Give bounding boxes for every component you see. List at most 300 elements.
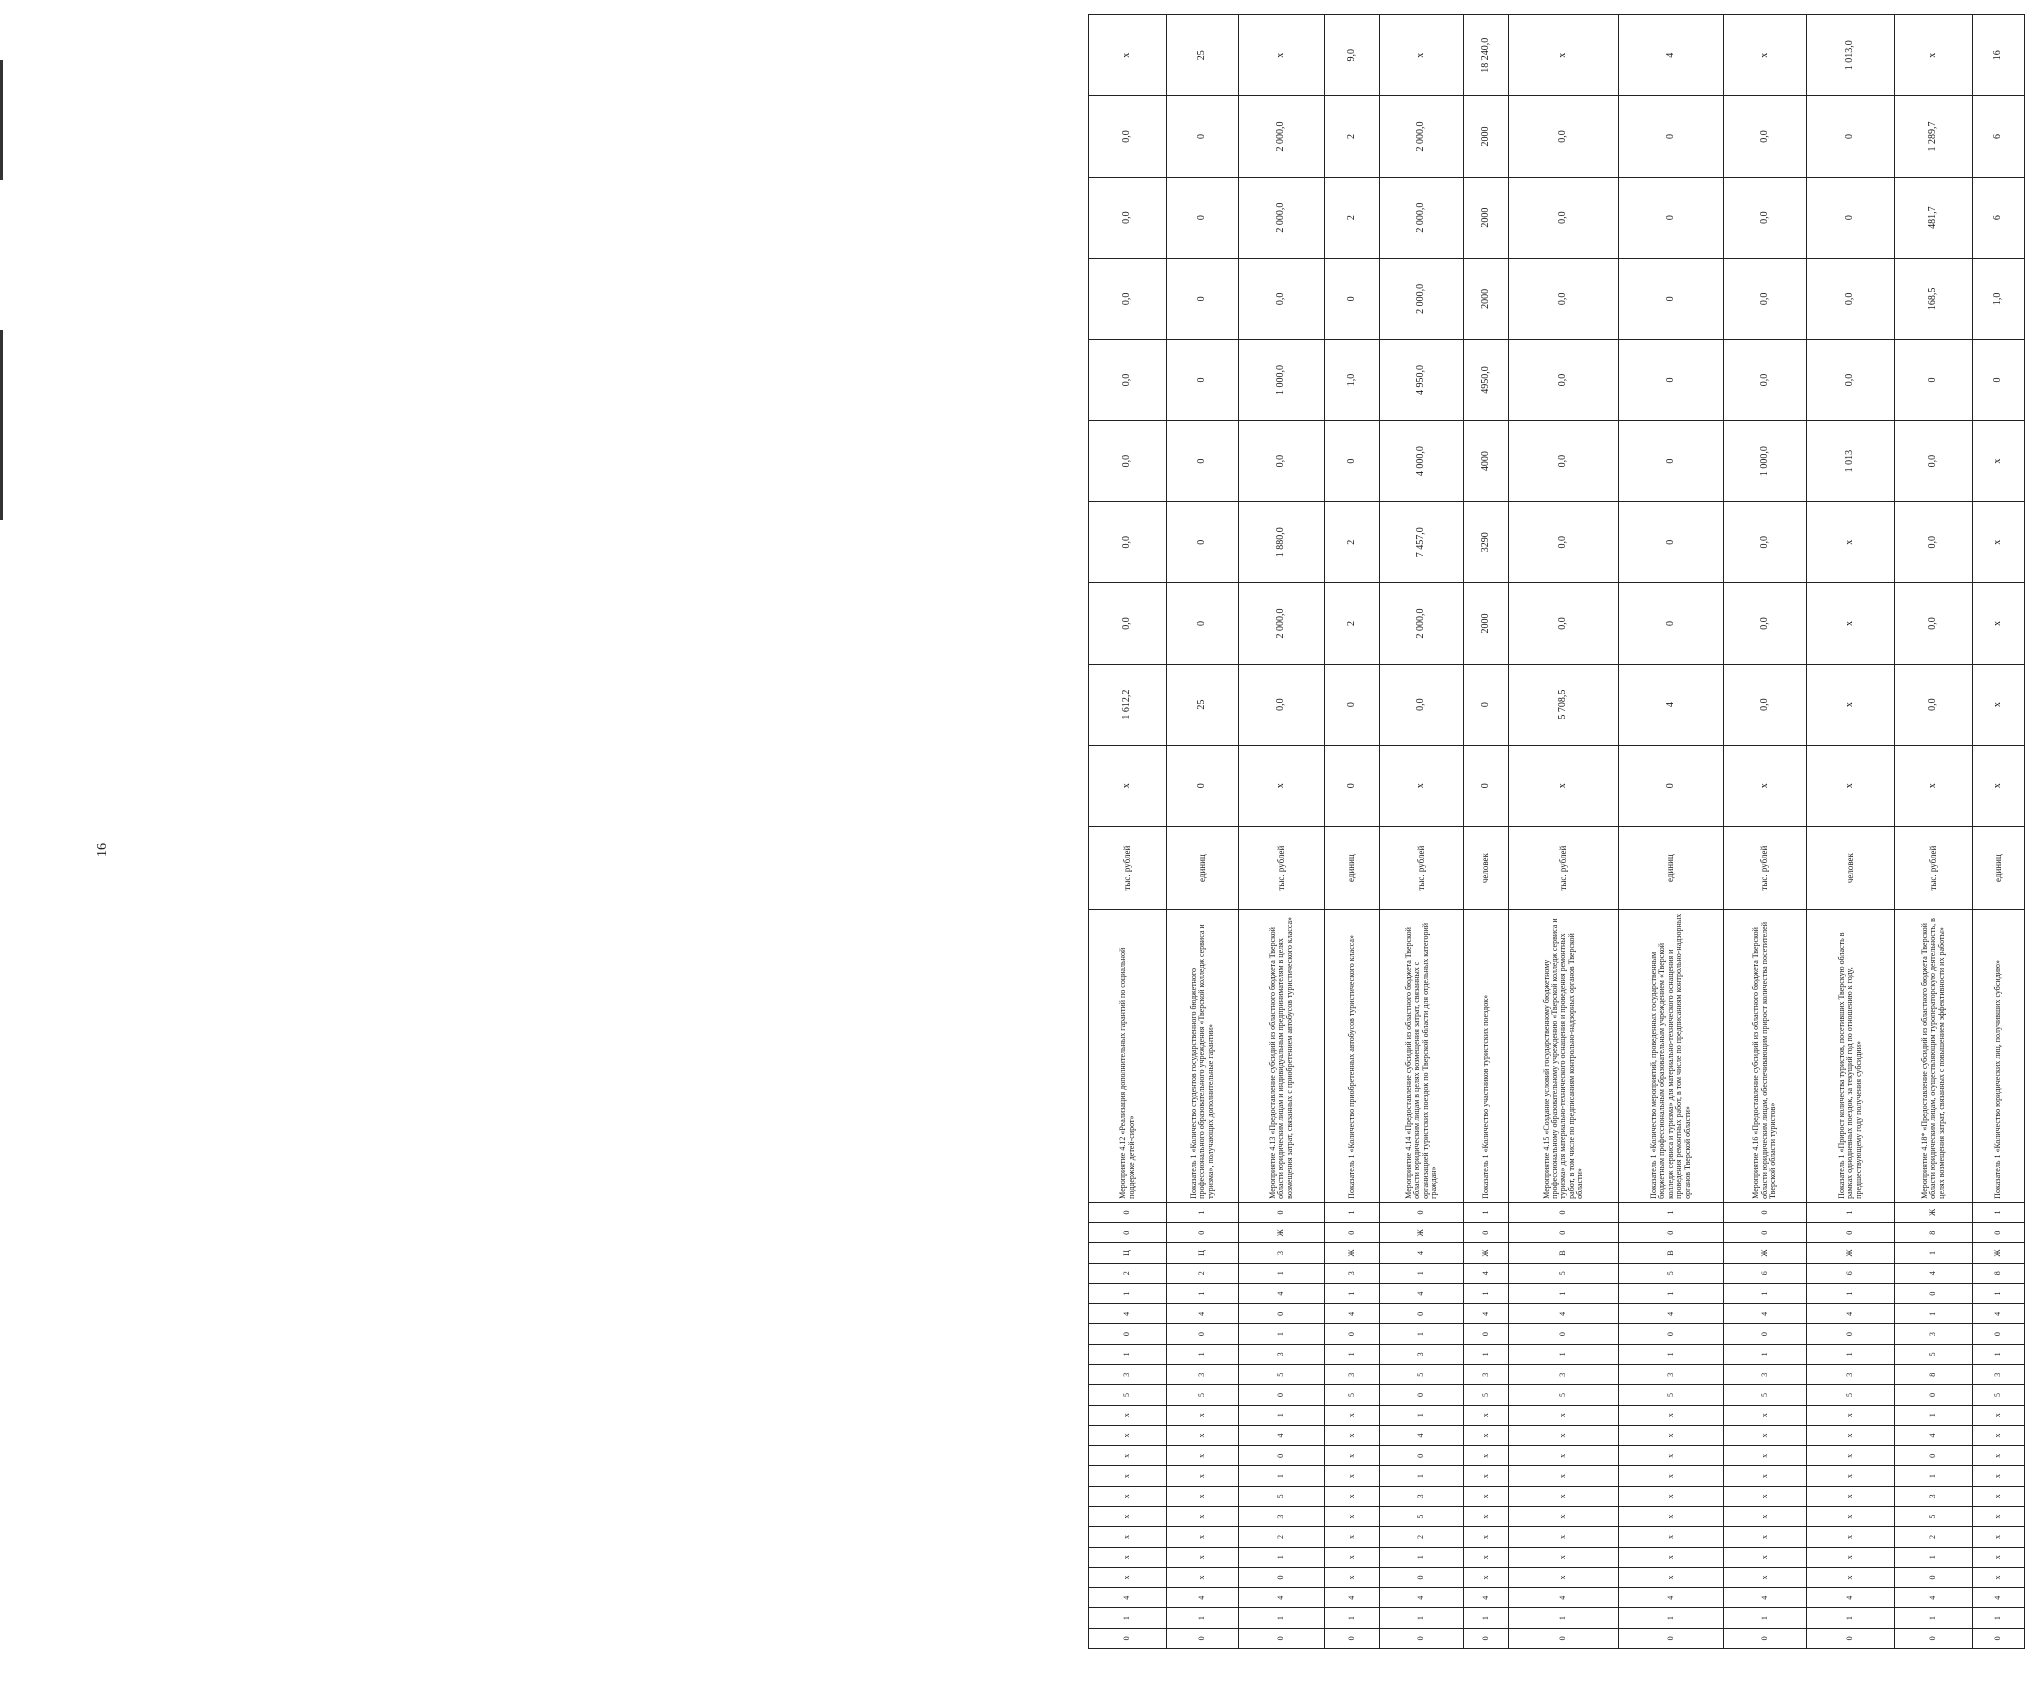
value-cell: 6 — [1973, 177, 2025, 258]
table-row — [1973, 15, 2025, 1649]
code-cell: x — [1464, 1507, 1509, 1527]
code-cell: Ж — [1895, 1202, 1973, 1222]
value-cell: 0,0 — [1724, 502, 1807, 583]
value-cell: 0,0 — [1509, 177, 1619, 258]
activity-name-cell: Показатель 1 «Количество приобретенных автобусов туристического класса» — [1325, 910, 1380, 1202]
code-cell: x — [1509, 1547, 1619, 1567]
code-cell: 1 — [1239, 1547, 1325, 1567]
code-cell: 1 — [1325, 1202, 1380, 1222]
value-cell: 9,0 — [1325, 15, 1380, 96]
value-cell: 2 000,0 — [1239, 177, 1325, 258]
code-cell: x — [1089, 1507, 1167, 1527]
code-cell: 0 — [1239, 1304, 1325, 1324]
code-cell: 3 — [1239, 1243, 1325, 1263]
code-cell: 4 — [1089, 1588, 1167, 1608]
code-cell: x — [1807, 1567, 1895, 1587]
code-cell: x — [1325, 1425, 1380, 1445]
value-cell: 2 — [1325, 177, 1380, 258]
value-cell: 0 — [1325, 421, 1380, 502]
code-cell: x — [1724, 1446, 1807, 1466]
code-cell: 1 — [1167, 1283, 1239, 1303]
code-cell: x — [1807, 1507, 1895, 1527]
code-cell: 5 — [1619, 1385, 1724, 1405]
code-cell: 0 — [1380, 1304, 1464, 1324]
value-cell: 0,0 — [1380, 664, 1464, 745]
code-cell: 1 — [1895, 1304, 1973, 1324]
code-cell: 1 — [1619, 1344, 1724, 1364]
value-cell: 2 — [1325, 583, 1380, 664]
code-cell: 1 — [1380, 1263, 1464, 1283]
code-cell: 5 — [1895, 1344, 1973, 1364]
value-cell: 0 — [1619, 177, 1724, 258]
value-cell: x — [1973, 421, 2025, 502]
code-cell: 1 — [1973, 1202, 2025, 1222]
code-cell: 4 — [1807, 1304, 1895, 1324]
value-cell: x — [1807, 502, 1895, 583]
code-cell: 1 — [1724, 1344, 1807, 1364]
code-cell: 0 — [1895, 1385, 1973, 1405]
code-cell: 0 — [1807, 1223, 1895, 1243]
code-cell: x — [1167, 1425, 1239, 1445]
code-cell: 1 — [1380, 1608, 1464, 1628]
unit-cell: единиц — [1973, 826, 2025, 910]
code-cell: 1 — [1895, 1547, 1973, 1567]
code-cell: 0 — [1325, 1223, 1380, 1243]
value-cell: 0 — [1325, 745, 1380, 826]
code-cell: x — [1325, 1405, 1380, 1425]
code-cell: 0 — [1167, 1223, 1239, 1243]
code-cell: 0 — [1089, 1628, 1167, 1648]
code-cell: 4 — [1619, 1304, 1724, 1324]
code-cell: В — [1619, 1243, 1724, 1263]
code-cell: x — [1973, 1446, 2025, 1466]
table-row — [1807, 15, 1895, 1649]
value-cell: 0,0 — [1239, 664, 1325, 745]
activity-name-cell: Мероприятие 4.13 «Предоставление субсидий из областного бюджета Тверской области юридическим лицам и индивидуальным предпринимателям в целях возмещения затрат, связанных с приобретением автобусов туристического класса» — [1239, 910, 1325, 1202]
code-cell: x — [1724, 1547, 1807, 1567]
code-cell: x — [1089, 1547, 1167, 1567]
value-cell: x — [1807, 745, 1895, 826]
code-cell: x — [1619, 1547, 1724, 1567]
value-cell: x — [1973, 502, 2025, 583]
code-cell: 0 — [1619, 1628, 1724, 1648]
value-cell: x — [1973, 745, 2025, 826]
value-cell: 4 000,0 — [1380, 421, 1464, 502]
value-cell: 0 — [1973, 339, 2025, 420]
code-cell: x — [1464, 1527, 1509, 1547]
code-cell: x — [1807, 1466, 1895, 1486]
code-cell: x — [1973, 1466, 2025, 1486]
value-cell: 4 950,0 — [1380, 339, 1464, 420]
code-cell: 1 — [1619, 1608, 1724, 1628]
code-cell: 1 — [1464, 1344, 1509, 1364]
unit-cell: тыс. рублей — [1239, 826, 1325, 910]
code-cell: 1 — [1167, 1344, 1239, 1364]
value-cell: x — [1724, 745, 1807, 826]
value-cell: 2 000,0 — [1380, 583, 1464, 664]
code-cell: x — [1089, 1425, 1167, 1445]
code-cell: x — [1509, 1405, 1619, 1425]
value-cell: 25 — [1167, 15, 1239, 96]
code-cell: 6 — [1724, 1263, 1807, 1283]
value-cell: 0,0 — [1724, 339, 1807, 420]
code-cell: 1 — [1380, 1466, 1464, 1486]
code-cell: x — [1325, 1486, 1380, 1506]
code-cell: 2 — [1380, 1527, 1464, 1547]
code-cell: 4 — [1239, 1588, 1325, 1608]
value-cell: 0,0 — [1509, 502, 1619, 583]
value-cell: 2 — [1325, 502, 1380, 583]
code-cell: 0 — [1167, 1324, 1239, 1344]
code-cell: 3 — [1239, 1344, 1325, 1364]
code-cell: 1 — [1380, 1324, 1464, 1344]
code-cell: x — [1724, 1405, 1807, 1425]
code-cell: 1 — [1239, 1608, 1325, 1628]
code-cell: x — [1167, 1446, 1239, 1466]
value-cell: 0,0 — [1807, 258, 1895, 339]
code-cell: 0 — [1619, 1223, 1724, 1243]
value-cell: 0,0 — [1807, 339, 1895, 420]
activity-name-cell: Показатель 1 «Количество студентов государственного бюджетного профессионального образовательного учреждения «Тверской колледж сервиса и туризма», получающих дополнительные гарантии» — [1167, 910, 1239, 1202]
code-cell: 4 — [1167, 1588, 1239, 1608]
code-cell: 1 — [1089, 1344, 1167, 1364]
code-cell: x — [1167, 1486, 1239, 1506]
code-cell: 4 — [1895, 1425, 1973, 1445]
code-cell: 3 — [1464, 1365, 1509, 1385]
code-cell: 5 — [1464, 1385, 1509, 1405]
code-cell: 0 — [1239, 1385, 1325, 1405]
table-row — [1509, 15, 1619, 1649]
value-cell: 0 — [1619, 258, 1724, 339]
value-cell: 0 — [1619, 339, 1724, 420]
value-cell: x — [1807, 583, 1895, 664]
code-cell: 0 — [1973, 1628, 2025, 1648]
value-cell: 0,0 — [1509, 583, 1619, 664]
code-cell: 1 — [1619, 1283, 1724, 1303]
code-cell: x — [1325, 1466, 1380, 1486]
code-cell: 4 — [1380, 1283, 1464, 1303]
code-cell: 4 — [1325, 1588, 1380, 1608]
value-cell: 4950,0 — [1464, 339, 1509, 420]
value-cell: x — [1973, 664, 2025, 745]
value-cell: x — [1509, 745, 1619, 826]
code-cell: 0 — [1167, 1628, 1239, 1648]
code-cell: Ц — [1089, 1243, 1167, 1263]
code-cell: 3 — [1325, 1365, 1380, 1385]
code-cell: x — [1724, 1567, 1807, 1587]
code-cell: 0 — [1724, 1202, 1807, 1222]
code-cell: 1 — [1089, 1608, 1167, 1628]
activity-name-cell: Мероприятие 4.14 «Предоставление субсидий из областного бюджета Тверской области юридическим лицам в целях возмещения затрат, связанных с организацией туристских поездок по Тверской области для отдельных категорий граждан» — [1380, 910, 1464, 1202]
code-cell: 1 — [1325, 1344, 1380, 1364]
value-cell: x — [1380, 745, 1464, 826]
code-cell: 1 — [1239, 1405, 1325, 1425]
code-cell: x — [1325, 1507, 1380, 1527]
value-cell: 5 708,5 — [1509, 664, 1619, 745]
value-cell: 2 000,0 — [1239, 96, 1325, 177]
value-cell: 2000 — [1464, 258, 1509, 339]
program-activities-table — [1088, 14, 2025, 1649]
code-cell: x — [1464, 1405, 1509, 1425]
code-cell: 4 — [1807, 1588, 1895, 1608]
code-cell: x — [1089, 1466, 1167, 1486]
code-cell: x — [1167, 1567, 1239, 1587]
value-cell: 0,0 — [1724, 177, 1807, 258]
code-cell: x — [1464, 1446, 1509, 1466]
value-cell: 0,0 — [1724, 664, 1807, 745]
code-cell: 1 — [1895, 1466, 1973, 1486]
value-cell: 25 — [1167, 664, 1239, 745]
code-cell: 5 — [1973, 1385, 2025, 1405]
code-cell: 3 — [1895, 1324, 1973, 1344]
value-cell: 0,0 — [1724, 583, 1807, 664]
unit-cell: единиц — [1167, 826, 1239, 910]
value-cell: 16 — [1973, 15, 2025, 96]
code-cell: 1 — [1807, 1283, 1895, 1303]
code-cell: 1 — [1973, 1608, 2025, 1628]
value-cell: 0,0 — [1724, 96, 1807, 177]
code-cell: 4 — [1973, 1304, 2025, 1324]
value-cell: 0,0 — [1895, 421, 1973, 502]
code-cell: 2 — [1089, 1263, 1167, 1283]
code-cell: x — [1973, 1405, 2025, 1425]
code-cell: 0 — [1380, 1385, 1464, 1405]
value-cell: 0,0 — [1509, 421, 1619, 502]
code-cell: x — [1973, 1547, 2025, 1567]
value-cell: x — [1239, 15, 1325, 96]
code-cell: 0 — [1724, 1223, 1807, 1243]
code-cell: 1 — [1325, 1283, 1380, 1303]
value-cell: 0 — [1167, 339, 1239, 420]
page-number: 16 — [95, 843, 110, 857]
code-cell: x — [1089, 1527, 1167, 1547]
code-cell: 0 — [1895, 1446, 1973, 1466]
code-cell: 6 — [1807, 1263, 1895, 1283]
code-cell: x — [1167, 1507, 1239, 1527]
code-cell: x — [1089, 1486, 1167, 1506]
code-cell: 0 — [1464, 1628, 1509, 1648]
code-cell: 4 — [1509, 1304, 1619, 1324]
code-cell: 4 — [1380, 1243, 1464, 1263]
code-cell: 1 — [1895, 1243, 1973, 1263]
code-cell: x — [1619, 1527, 1724, 1547]
unit-cell: тыс. рублей — [1724, 826, 1807, 910]
value-cell: 3290 — [1464, 502, 1509, 583]
code-cell: 3 — [1724, 1365, 1807, 1385]
code-cell: x — [1167, 1547, 1239, 1567]
table-row — [1325, 15, 1380, 1649]
code-cell: 0 — [1380, 1567, 1464, 1587]
code-cell: x — [1509, 1466, 1619, 1486]
value-cell: 1,0 — [1973, 258, 2025, 339]
code-cell: x — [1973, 1527, 2025, 1547]
code-cell: 0 — [1509, 1223, 1619, 1243]
value-cell: 1 000,0 — [1724, 421, 1807, 502]
code-cell: x — [1807, 1425, 1895, 1445]
value-cell: 0 — [1619, 502, 1724, 583]
code-cell: 0 — [1239, 1446, 1325, 1466]
rotated-table-container — [1088, 14, 2010, 1649]
value-cell: 1 289,7 — [1895, 96, 1973, 177]
code-cell: 4 — [1895, 1263, 1973, 1283]
value-cell: 481,7 — [1895, 177, 1973, 258]
code-cell: 0 — [1464, 1324, 1509, 1344]
code-cell: 8 — [1895, 1365, 1973, 1385]
code-cell: 4 — [1464, 1304, 1509, 1324]
value-cell: 0,0 — [1089, 258, 1167, 339]
code-cell: x — [1509, 1507, 1619, 1527]
value-cell: 0,0 — [1239, 421, 1325, 502]
code-cell: x — [1464, 1547, 1509, 1567]
value-cell: 0,0 — [1509, 96, 1619, 177]
code-cell: 4 — [1724, 1304, 1807, 1324]
code-cell: 4 — [1509, 1588, 1619, 1608]
code-cell: 1 — [1807, 1608, 1895, 1628]
unit-cell: человек — [1807, 826, 1895, 910]
value-cell: x — [1380, 15, 1464, 96]
code-cell: Ж — [1724, 1243, 1807, 1263]
code-cell: 0 — [1380, 1628, 1464, 1648]
code-cell: x — [1089, 1405, 1167, 1425]
code-cell: 0 — [1807, 1628, 1895, 1648]
code-cell: 8 — [1973, 1263, 2025, 1283]
value-cell: 1,0 — [1325, 339, 1380, 420]
value-cell: 18 240,0 — [1464, 15, 1509, 96]
code-cell: x — [1464, 1466, 1509, 1486]
value-cell: 0,0 — [1895, 583, 1973, 664]
code-cell: 0 — [1239, 1628, 1325, 1648]
code-cell: x — [1325, 1547, 1380, 1567]
table-row — [1167, 15, 1239, 1649]
code-cell: 0 — [1380, 1446, 1464, 1466]
value-cell: x — [1973, 583, 2025, 664]
code-cell: В — [1509, 1243, 1619, 1263]
value-cell: 0 — [1325, 258, 1380, 339]
code-cell: Ж — [1807, 1243, 1895, 1263]
code-cell: x — [1325, 1567, 1380, 1587]
code-cell: 3 — [1807, 1365, 1895, 1385]
activity-name-cell: Показатель 1 «Количество мероприятий, проведенных государственным бюджетным профессиональным образовательным учреждением «Тверской колледж сервиса и туризма» для материально-технического оснащения и проведения ремонтных работ, в том числе по предписаниям контрольно-надзорных органов Тверской области» — [1619, 910, 1724, 1202]
activity-name-cell: Показатель 1 «Прирост количества туристов, посетивших Тверскую область в рамках однодневных поездок, за текущий год по отношению к году, предшествующему году получения субсидии» — [1807, 910, 1895, 1202]
value-cell: 0 — [1167, 258, 1239, 339]
value-cell: 7 457,0 — [1380, 502, 1464, 583]
code-cell: 0 — [1509, 1202, 1619, 1222]
code-cell: 0 — [1973, 1223, 2025, 1243]
code-cell: x — [1807, 1446, 1895, 1466]
code-cell: x — [1724, 1466, 1807, 1486]
value-cell: 0 — [1167, 583, 1239, 664]
table-row — [1895, 15, 1973, 1649]
value-cell: 0,0 — [1089, 96, 1167, 177]
code-cell: 0 — [1807, 1324, 1895, 1344]
value-cell: 0 — [1464, 745, 1509, 826]
code-cell: 4 — [1973, 1588, 2025, 1608]
code-cell: 5 — [1509, 1385, 1619, 1405]
scan-edge-mark-bottom — [0, 330, 3, 520]
value-cell: 0 — [1167, 96, 1239, 177]
value-cell: 2 000,0 — [1380, 96, 1464, 177]
value-cell: x — [1807, 664, 1895, 745]
code-cell: 0 — [1325, 1628, 1380, 1648]
code-cell: 0 — [1325, 1324, 1380, 1344]
code-cell: 0 — [1619, 1324, 1724, 1344]
value-cell: 0 — [1325, 664, 1380, 745]
code-cell: 0 — [1895, 1628, 1973, 1648]
code-cell: x — [1724, 1425, 1807, 1445]
code-cell: x — [1724, 1527, 1807, 1547]
value-cell: 0,0 — [1895, 502, 1973, 583]
code-cell: 5 — [1239, 1365, 1325, 1385]
code-cell: 3 — [1380, 1486, 1464, 1506]
value-cell: 4000 — [1464, 421, 1509, 502]
code-cell: x — [1724, 1486, 1807, 1506]
code-cell: 3 — [1089, 1365, 1167, 1385]
code-cell: 0 — [1895, 1283, 1973, 1303]
code-cell: x — [1464, 1486, 1509, 1506]
table-row — [1089, 15, 1167, 1649]
unit-cell: человек — [1464, 826, 1509, 910]
code-cell: 1 — [1239, 1324, 1325, 1344]
unit-cell: тыс. рублей — [1089, 826, 1167, 910]
value-cell: 0 — [1167, 421, 1239, 502]
code-cell: 1 — [1325, 1608, 1380, 1628]
code-cell: x — [1509, 1486, 1619, 1506]
code-cell: 0 — [1089, 1223, 1167, 1243]
code-cell: x — [1089, 1567, 1167, 1587]
value-cell: x — [1089, 15, 1167, 96]
value-cell: 0 — [1167, 502, 1239, 583]
code-cell: x — [1509, 1567, 1619, 1587]
code-cell: 5 — [1380, 1365, 1464, 1385]
code-cell: 4 — [1239, 1283, 1325, 1303]
code-cell: x — [1619, 1507, 1724, 1527]
value-cell: 4 — [1619, 664, 1724, 745]
code-cell: x — [1619, 1425, 1724, 1445]
code-cell: 1 — [1380, 1405, 1464, 1425]
code-cell: 1 — [1167, 1202, 1239, 1222]
code-cell: Ц — [1167, 1243, 1239, 1263]
unit-cell: тыс. рублей — [1509, 826, 1619, 910]
code-cell: x — [1807, 1486, 1895, 1506]
value-cell: 0,0 — [1089, 583, 1167, 664]
code-cell: 1 — [1464, 1608, 1509, 1628]
activity-name-cell: Мероприятие 4.15 «Создание условий государственному бюджетному профессиональному образовательному учреждению «Тверской колледж сервиса и туризма» для материально-технического оснащения и проведения ремонтных работ, в том числе по предписаниям контрольно-надзорных органов Тверской области» — [1509, 910, 1619, 1202]
code-cell: 1 — [1509, 1344, 1619, 1364]
code-cell: 1 — [1167, 1608, 1239, 1628]
value-cell: 0,0 — [1724, 258, 1807, 339]
code-cell: 1 — [1464, 1202, 1509, 1222]
code-cell: 1 — [1807, 1344, 1895, 1364]
code-cell: 1 — [1895, 1405, 1973, 1425]
code-cell: x — [1619, 1466, 1724, 1486]
code-cell: 4 — [1380, 1588, 1464, 1608]
value-cell: 2 000,0 — [1239, 583, 1325, 664]
code-cell: 3 — [1325, 1263, 1380, 1283]
value-cell: 0 — [1807, 177, 1895, 258]
unit-cell: тыс. рублей — [1380, 826, 1464, 910]
code-cell: x — [1973, 1486, 2025, 1506]
code-cell: 1 — [1619, 1202, 1724, 1222]
code-cell: Ж — [1973, 1243, 2025, 1263]
value-cell: 1 880,0 — [1239, 502, 1325, 583]
code-cell: x — [1619, 1446, 1724, 1466]
table-row — [1380, 15, 1464, 1649]
code-cell: 3 — [1895, 1486, 1973, 1506]
value-cell: 0 — [1619, 421, 1724, 502]
code-cell: 1 — [1807, 1202, 1895, 1222]
value-cell: 1 013 — [1807, 421, 1895, 502]
code-cell: 0 — [1509, 1324, 1619, 1344]
